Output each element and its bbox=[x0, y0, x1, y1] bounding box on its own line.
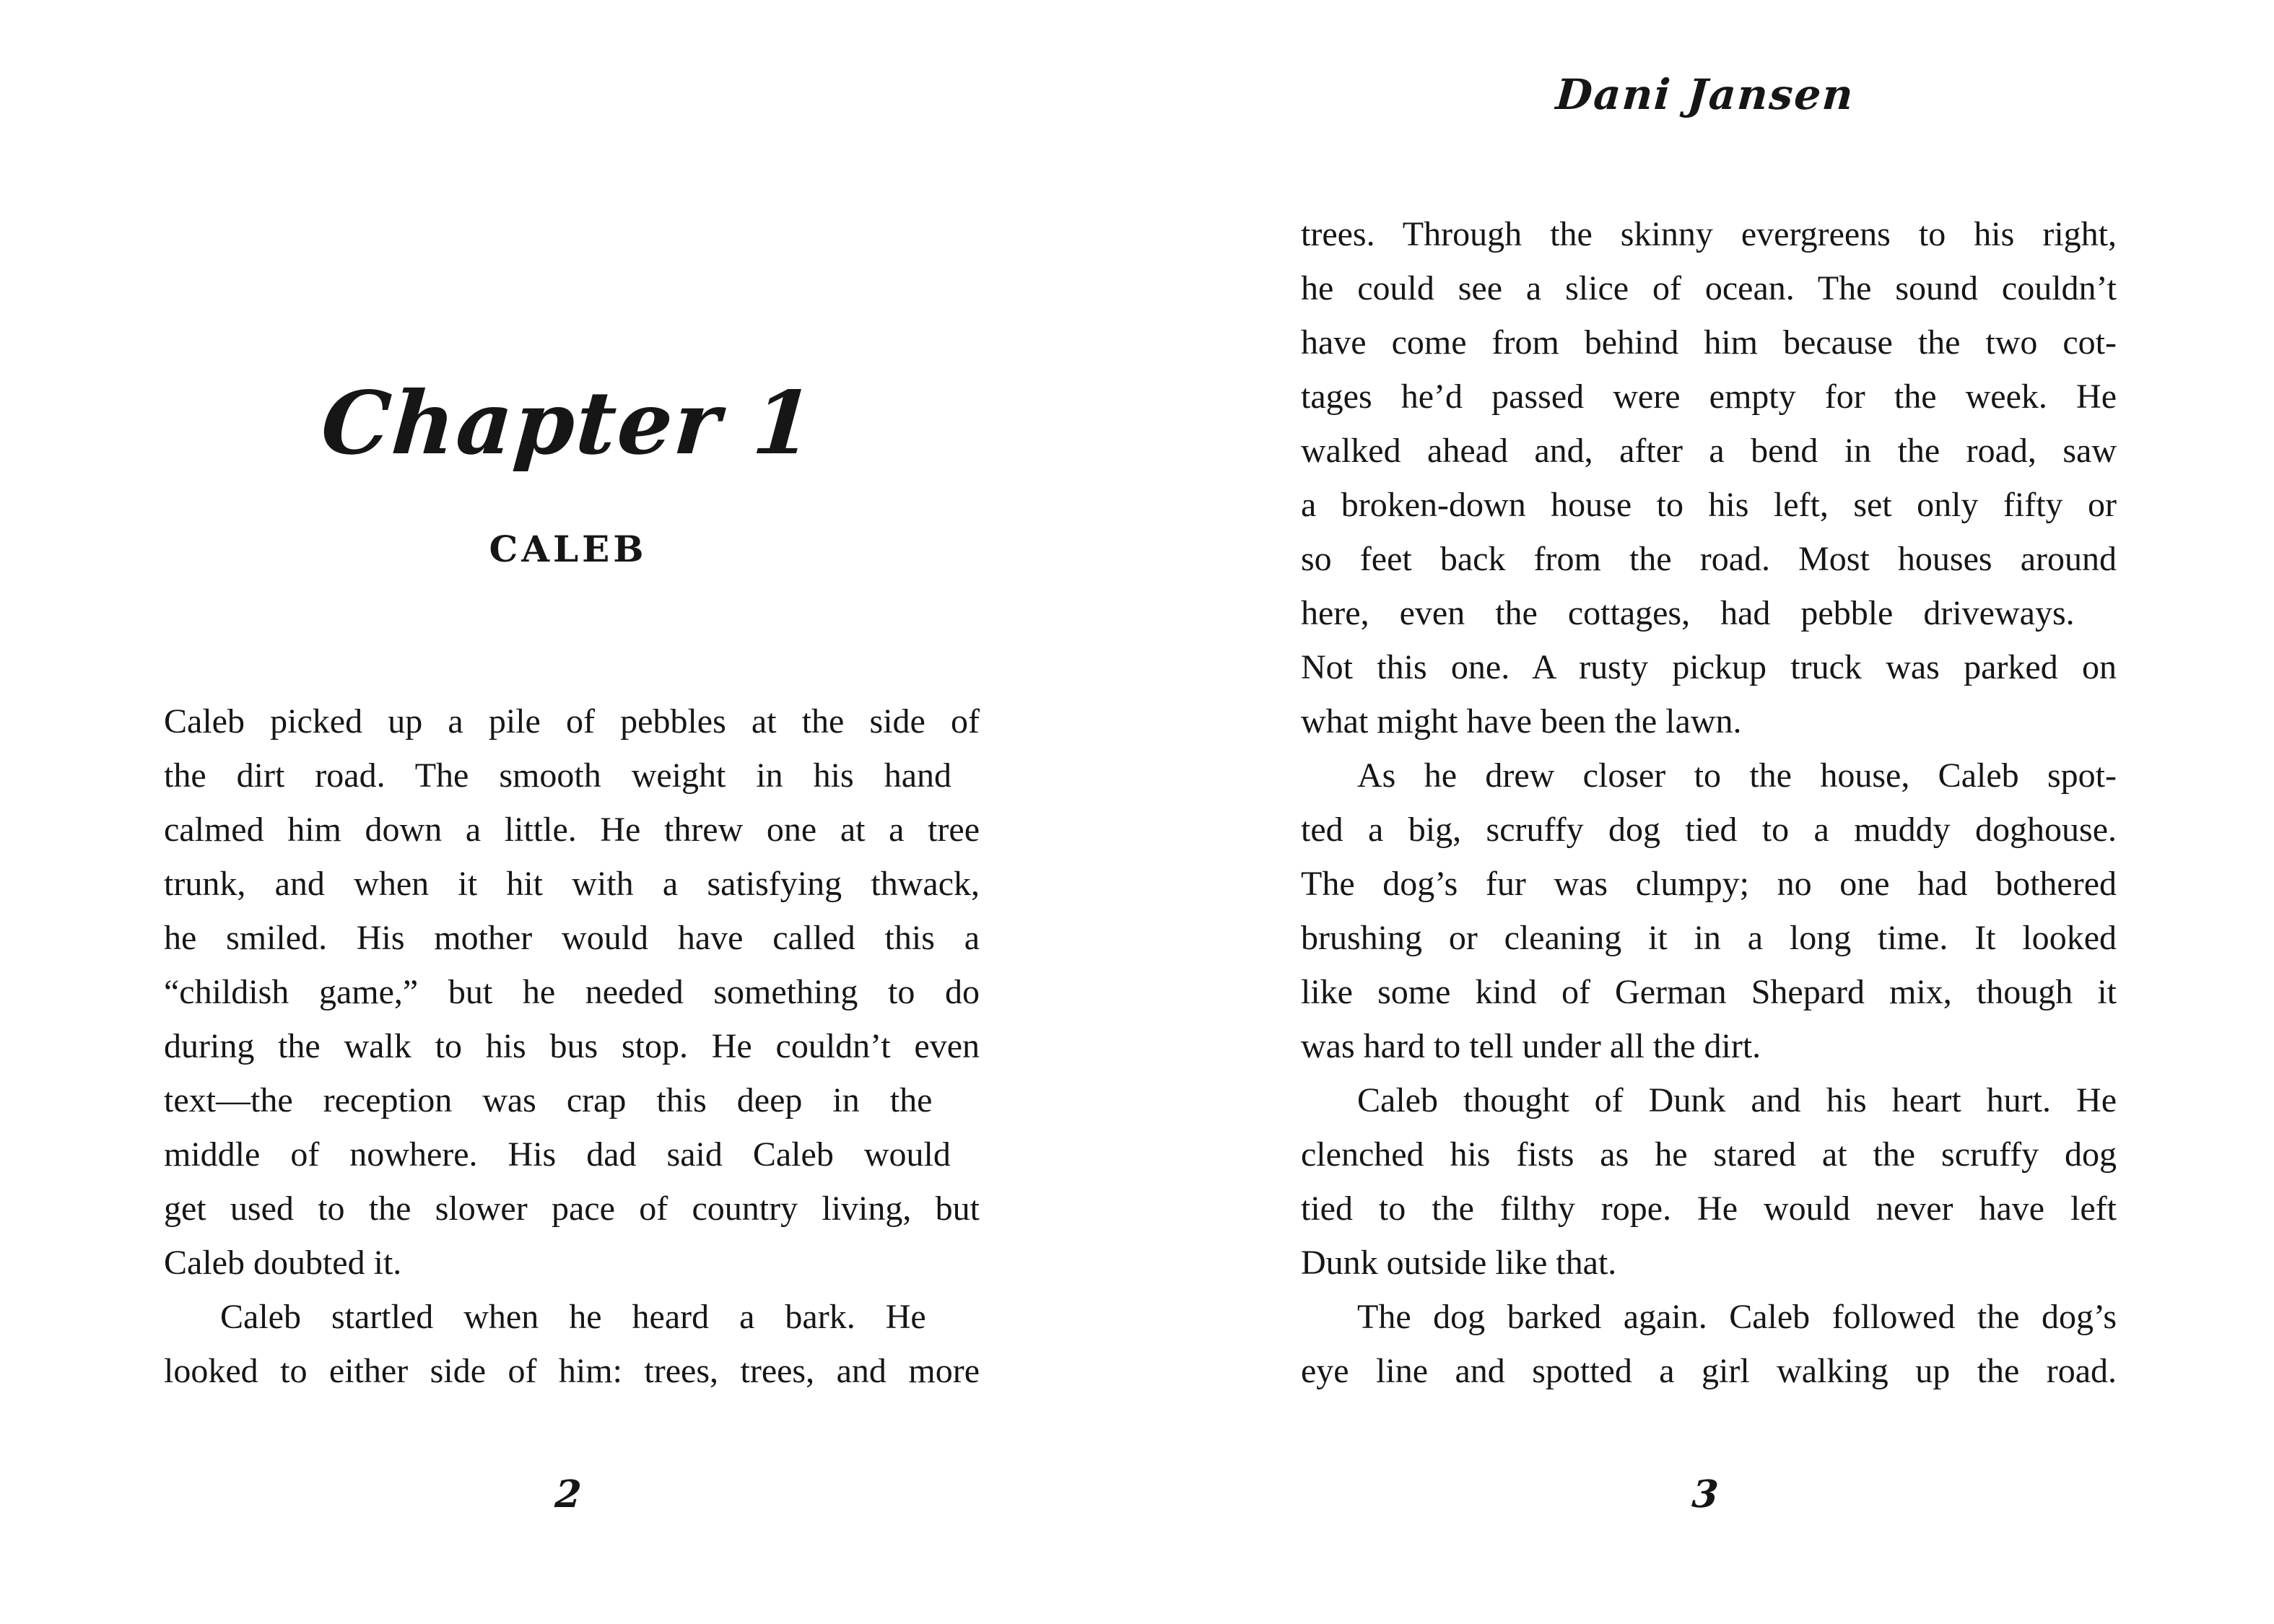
text-line: a broken-down house to his left, set only fifty or bbox=[1301, 486, 2117, 524]
text-line: calmed him down a little. He threw one at a tree bbox=[164, 811, 980, 849]
text-line: the dirt road. The smooth weight in his hand bbox=[164, 756, 951, 795]
text-line: so feet back from the road. Most houses around bbox=[1301, 540, 2117, 578]
text-line: ted a big, scruffy dog tied to a muddy doghouse. bbox=[1301, 811, 2117, 849]
text-line: Dunk outside like that. bbox=[1301, 1244, 1617, 1282]
chapter-title: Chapter 1 bbox=[318, 372, 819, 474]
chapter-subtitle: CALEB bbox=[489, 528, 648, 570]
text-line: Caleb picked up a pile of pebbles at the side of bbox=[164, 702, 980, 741]
text-line: walked ahead and, after a bend in the road, saw bbox=[1301, 432, 2117, 470]
text-line: was hard to tell under all the dirt. bbox=[1301, 1027, 1761, 1065]
text-line: clenched his fists as he stared at the scruffy dog bbox=[1301, 1135, 2117, 1174]
text-line: Caleb thought of Dunk and his heart hurt. He bbox=[1357, 1081, 2117, 1119]
text-line: middle of nowhere. His dad said Caleb would bbox=[164, 1135, 951, 1174]
text-line: Not this one. A rusty pickup truck was parked on bbox=[1301, 648, 2117, 686]
running-header-author: Dani Jansen bbox=[1554, 70, 1856, 119]
body-text-left bbox=[164, 694, 980, 1398]
text-line: like some kind of German Shepard mix, though it bbox=[1301, 973, 2117, 1011]
text-line: during the walk to his bus stop. He couldn’t even bbox=[164, 1027, 980, 1065]
text-line: tied to the filthy rope. He would never have left bbox=[1301, 1189, 2117, 1228]
text-line: have come from behind him because the two cot- bbox=[1301, 323, 2117, 362]
text-line: he smiled. His mother would have called this a bbox=[164, 919, 980, 957]
text-line: brushing or cleaning it in a long time. It looked bbox=[1301, 919, 2117, 957]
text-line: As he drew closer to the house, Caleb spot- bbox=[1357, 756, 2117, 795]
text-line: what might have been the lawn. bbox=[1301, 702, 1742, 741]
page-number-left: 2 bbox=[553, 1472, 583, 1516]
body-text-right bbox=[1301, 207, 2117, 1398]
text-line: Caleb startled when he heard a bark. He bbox=[220, 1298, 926, 1336]
right-page bbox=[1137, 0, 2274, 1624]
text-line: The dog’s fur was clumpy; no one had bothered bbox=[1301, 865, 2117, 903]
text-line: get used to the slower pace of country living, but bbox=[164, 1189, 980, 1228]
text-line: looked to either side of him: trees, trees, and more bbox=[164, 1352, 980, 1390]
text-line: Caleb doubted it. bbox=[164, 1244, 402, 1282]
text-line: he could see a slice of ocean. The sound couldn’t bbox=[1301, 269, 2117, 307]
text-line: text—the reception was crap this deep in the bbox=[164, 1081, 933, 1119]
text-line: “childish game,” but he needed something to do bbox=[164, 973, 980, 1011]
text-line: here, even the cottages, had pebble driveways. bbox=[1301, 594, 2075, 632]
text-line: The dog barked again. Caleb followed the dog’s bbox=[1357, 1298, 2117, 1336]
page-number-right: 3 bbox=[1690, 1472, 1720, 1516]
text-line: trunk, and when it hit with a satisfying thwack, bbox=[164, 865, 980, 903]
text-line: trees. Through the skinny evergreens to his right, bbox=[1301, 215, 2117, 253]
text-line: tages he’d passed were empty for the week. He bbox=[1301, 377, 2117, 416]
text-line: eye line and spotted a girl walking up the road. bbox=[1301, 1352, 2117, 1390]
